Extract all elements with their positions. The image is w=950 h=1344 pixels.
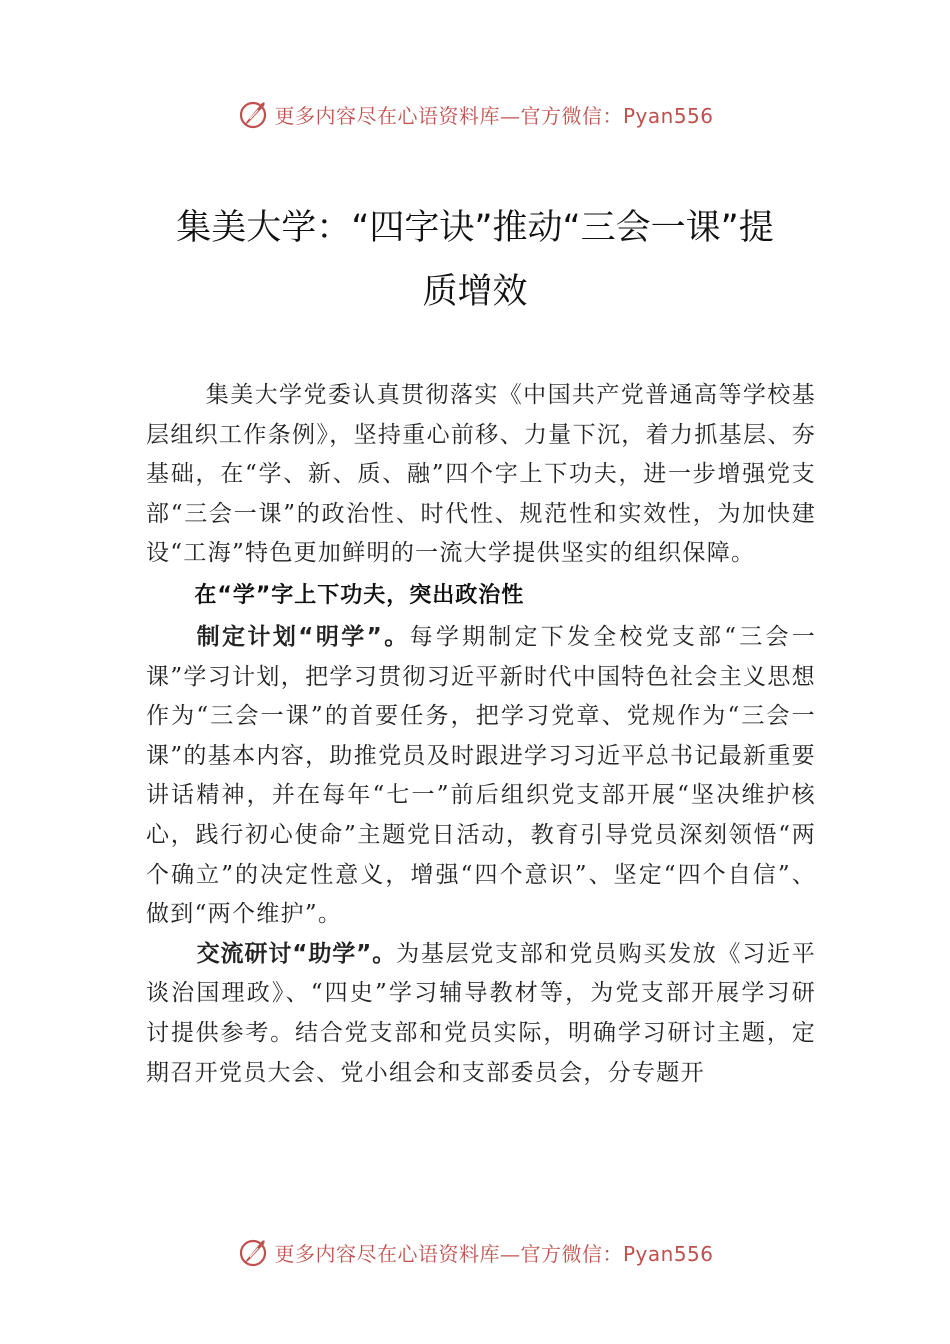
banner-text: 更多内容尽在心语资料库—官方微信： — [274, 1241, 623, 1266]
section-heading: 在“学”字上下功夫，突出政治性 — [194, 582, 525, 608]
paragraph-discussion — [146, 935, 816, 1093]
wechat-id: Pyan556 — [622, 103, 714, 128]
article-body — [146, 376, 816, 1093]
header-banner — [0, 94, 950, 134]
title-line-1: 集美大学：“四字诀”推动“三会一课”提 — [176, 208, 774, 248]
paragraph-text: 每学期制定下发全校党支部“三会一课”学习计划，把学习贯彻习近平新时代中国特色社会主义思想作为“三会一课”的首要任务，把学习党章、党规作为“三会一课”的基本内容，助推党员及时跟进学习习近平总书记最新重要讲话精神，并在每年“七一”前后组织党支部开展“坚决维护核心，践行初心使命”主题党日活动，教育引导党员深刻领悟“两个确立”的决定性意义，增强“四个意识”、坚定“四个自信”、做到“两个维护”。 — [146, 623, 817, 928]
paragraph-plan — [146, 618, 816, 935]
paragraph-lead: 制定计划“明学”。 — [196, 623, 410, 650]
wechat-id: Pyan556 — [622, 1241, 714, 1266]
quill-circle-logo-icon — [236, 1235, 270, 1269]
footer-banner — [0, 1232, 950, 1272]
title-line-2: 质增效 — [422, 272, 528, 312]
paragraph-lead: 交流研讨“助学”。 — [196, 940, 397, 967]
intro-paragraph: 集美大学党委认真贯彻落实《中国共产党普通高等学校基层组织工作条例》，坚持重心前移、力量下沉，着力抓基层、夯基础，在“学、新、质、融”四个字上下功夫，进一步增强党支部“三会一课”的政治性、时代性、规范性和实效性，为加快建设“工海”特色更加鲜明的一流大学提供坚实的组织保障。 — [146, 382, 816, 567]
banner-text: 更多内容尽在心语资料库—官方微信： — [274, 103, 623, 128]
paragraph-text: 为基层党支部和党员购买发放《习近平谈治国理政》、“四史”学习辅导教材等，为党支部开展学习研讨提供参考。结合党支部和党员实际，明确学习研讨主题，定期召开党员大会、党小组会和支部委员会，分专题开 — [146, 940, 817, 1086]
quill-circle-logo-icon — [236, 97, 270, 131]
article-title — [120, 196, 830, 324]
